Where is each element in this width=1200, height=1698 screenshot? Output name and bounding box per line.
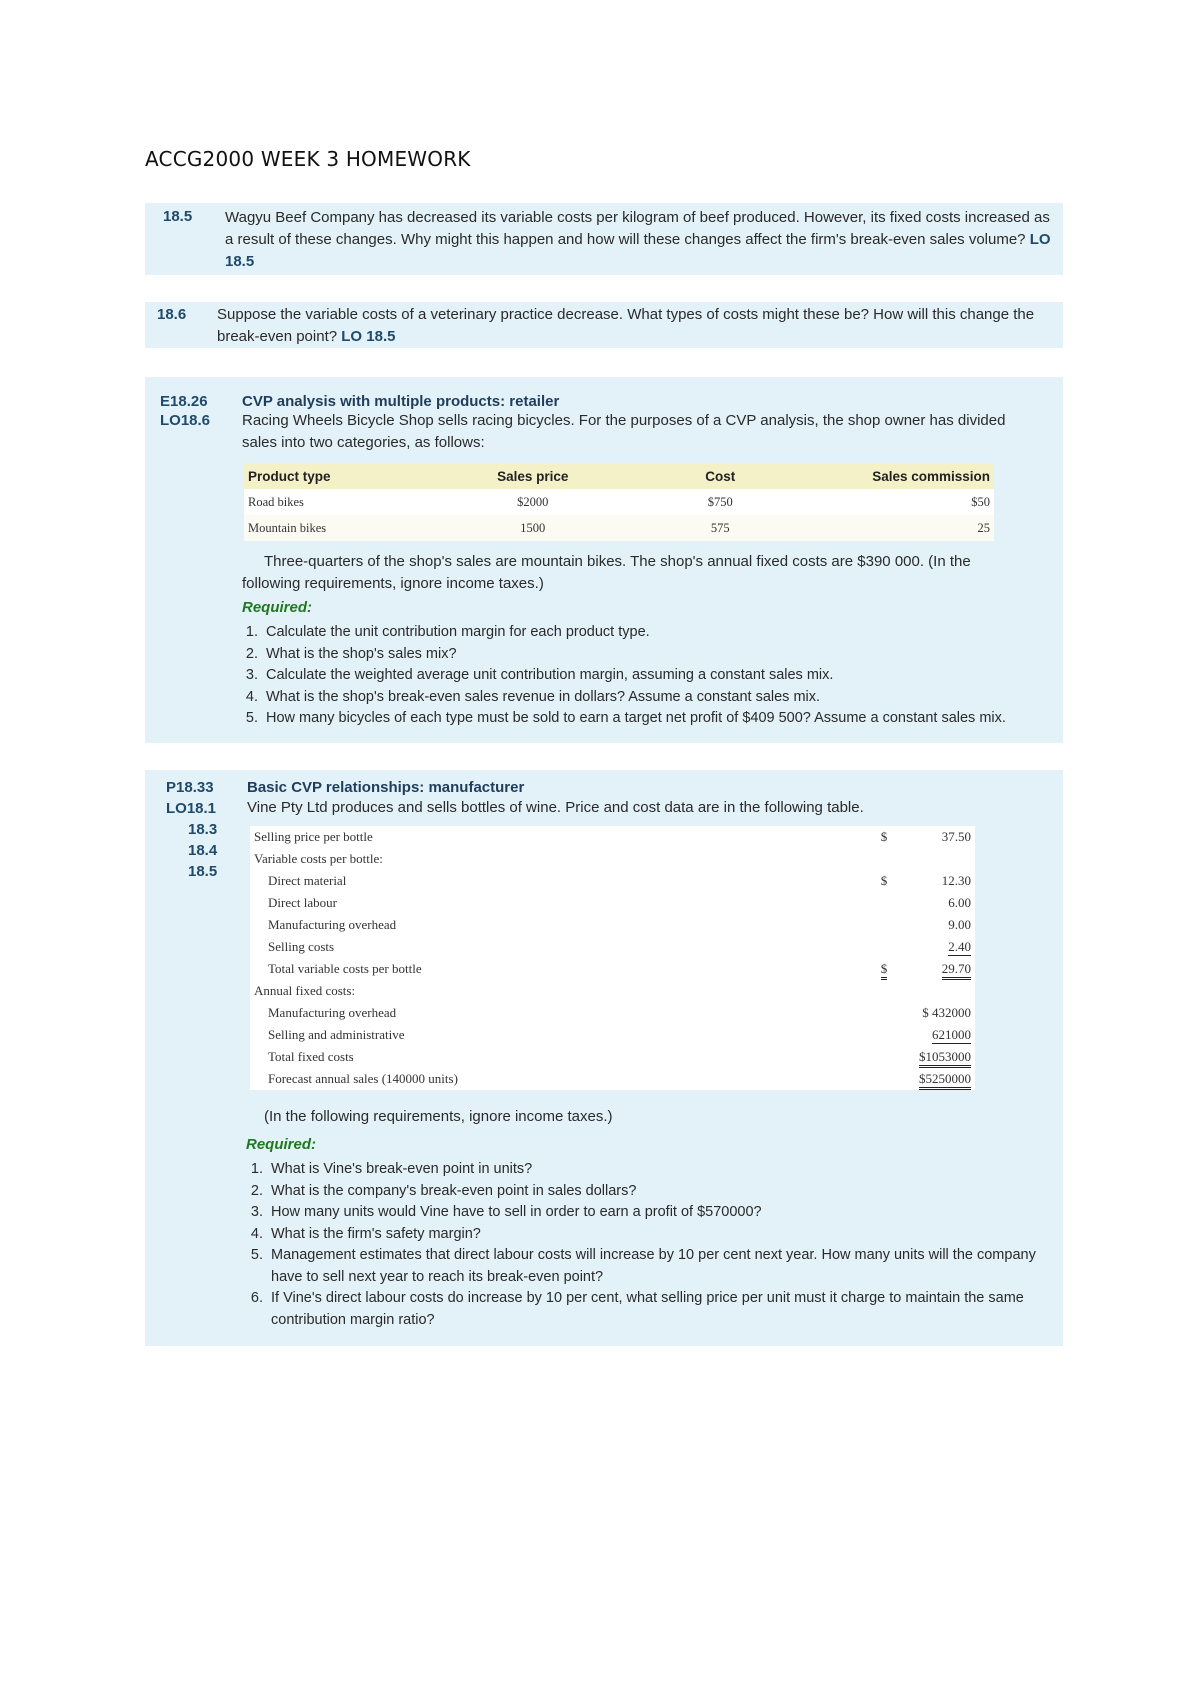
question-body: Suppose the variable costs of a veterinary practice decrease. What types of costs might these be? How will this change the break-even point? [217, 306, 1035, 345]
problem-lo-code: LO18.1 [166, 800, 217, 817]
list-item: 2. What is the shop's sales mix? [262, 644, 1032, 666]
row-value: 621000 [932, 1027, 971, 1042]
row-label: Selling costs [268, 939, 335, 954]
exercise-paragraph: Three-quarters of the shop's sales are mountain bikes. The shop's annual fixed costs are $390 000. (In the following requirements, ignore income taxes.) [242, 553, 971, 592]
exercise-intro: Racing Wheels Bicycle Shop sells racing bicycles. For the purposes of a CVP analysis, the shop owner has divided sales into two categories, as follows: [242, 412, 1006, 451]
row-label: Total variable costs per bottle [268, 961, 422, 976]
question-18-5 [145, 203, 1063, 275]
column-header: Cost [627, 463, 815, 489]
table-row [250, 980, 975, 1002]
table-row [244, 515, 994, 541]
question-text [225, 207, 1055, 273]
problem-lo-code: 18.4 [188, 842, 218, 859]
row-value: 9.00 [948, 917, 971, 932]
problem-code: P18.33 [166, 779, 214, 796]
table-header-row [244, 463, 994, 489]
list-item: 3. How many units would Vine have to sell in order to earn a profit of $570000? [267, 1202, 1042, 1224]
table-row [250, 914, 975, 936]
row-label: Variable costs per bottle: [254, 851, 383, 866]
column-header: Sales price [439, 463, 627, 489]
question-18-6 [145, 302, 1063, 348]
row-label: Selling price per bottle [254, 829, 373, 844]
page-title: ACCG2000 WEEK 3 HOMEWORK [145, 147, 471, 171]
table-cell: Road bikes [244, 489, 439, 515]
row-label: Direct material [268, 873, 347, 888]
currency-symbol: $ [871, 958, 897, 980]
question-code: 18.6 [157, 306, 187, 323]
column-header: Sales commission [814, 463, 994, 489]
row-value: 37.50 [941, 829, 971, 844]
learning-objective: LO 18.5 [225, 231, 1051, 270]
problem-lo-code: 18.5 [188, 863, 218, 880]
row-label: Manufacturing overhead [268, 1005, 397, 1020]
requirements-list [240, 622, 1032, 730]
table-row [250, 1068, 975, 1090]
row-value: 12.30 [941, 873, 971, 888]
cost-data-table [250, 826, 975, 1090]
list-item: 4. What is the firm's safety margin? [267, 1224, 1042, 1246]
product-table [244, 463, 994, 541]
list-item: 6. If Vine's direct labour costs do increase by 10 per cent, what selling price per unit must it charge to maintain the same contribution margin ratio? [267, 1288, 1042, 1331]
currency-symbol: $ [880, 829, 888, 844]
problem-lo-code: 18.3 [188, 821, 218, 838]
required-label: Required: [246, 1136, 317, 1153]
table-row [250, 958, 975, 980]
problem-note: (In the following requirements, ignore income taxes.) [264, 1108, 613, 1125]
column-header: Product type [244, 463, 439, 489]
list-item: 4. What is the shop's break-even sales revenue in dollars? Assume a constant sales mix. [262, 687, 1032, 709]
list-item: 1. What is Vine's break-even point in units? [267, 1159, 1042, 1181]
table-cell: $2000 [439, 489, 627, 515]
table-row [250, 892, 975, 914]
exercise-heading: CVP analysis with multiple products: retailer [242, 393, 560, 410]
table-row [250, 936, 975, 958]
row-label: Manufacturing overhead [268, 917, 397, 932]
learning-objective: LO 18.5 [341, 328, 396, 345]
table-cell: 25 [814, 515, 994, 541]
exercise-lo-code: LO18.6 [160, 412, 211, 429]
table-row [250, 826, 975, 848]
required-label: Required: [242, 599, 313, 616]
list-item: 2. What is the company's break-even point in sales dollars? [267, 1181, 1042, 1203]
table-row [250, 848, 975, 870]
table-cell: Mountain bikes [244, 515, 439, 541]
question-code: 18.5 [163, 208, 193, 225]
question-body: Wagyu Beef Company has decreased its variable costs per kilogram of beef produced. However, its fixed costs increased as a result of these changes. Why might this happen and how will these changes affect the firm's break-even sales volume? [225, 209, 1050, 248]
table-row [250, 870, 975, 892]
row-value: $5250000 [897, 1068, 975, 1090]
row-value: $ 432000 [922, 1005, 971, 1020]
table-cell: $750 [627, 489, 815, 515]
table-row [250, 1024, 975, 1046]
row-value: 2.40 [948, 939, 971, 954]
list-item: 3. Calculate the weighted average unit contribution margin, assuming a constant sales mix. [262, 665, 1032, 687]
table-cell: 575 [627, 515, 815, 541]
row-label: Selling and administrative [268, 1027, 405, 1042]
row-value: $1053000 [897, 1046, 975, 1068]
problem-intro: Vine Pty Ltd produces and sells bottles of wine. Price and cost data are in the following table. [247, 799, 864, 816]
row-label: Direct labour [268, 895, 337, 910]
requirements-list [245, 1159, 1042, 1331]
row-label: Total fixed costs [268, 1049, 354, 1064]
table-cell: 1500 [439, 515, 627, 541]
question-text [217, 304, 1057, 348]
currency-symbol: $ [880, 873, 888, 888]
list-item: 1. Calculate the unit contribution margin for each product type. [262, 622, 1032, 644]
row-label: Forecast annual sales (140000 units) [268, 1071, 458, 1086]
row-value: 6.00 [948, 895, 971, 910]
table-row [250, 1046, 975, 1068]
table-cell: $50 [814, 489, 994, 515]
problem-heading: Basic CVP relationships: manufacturer [247, 779, 525, 796]
list-item: 5. How many bicycles of each type must be sold to earn a target net profit of $409 500? Assume a constant sales mix. [262, 708, 1032, 730]
table-row [250, 1002, 975, 1024]
exercise-code: E18.26 [160, 393, 208, 410]
row-value: 29.70 [897, 958, 975, 980]
table-row [244, 489, 994, 515]
row-label: Annual fixed costs: [254, 983, 356, 998]
list-item: 5. Management estimates that direct labour costs will increase by 10 per cent next year. How many units will the company have to sell next year to reach its break-even point? [267, 1245, 1042, 1288]
